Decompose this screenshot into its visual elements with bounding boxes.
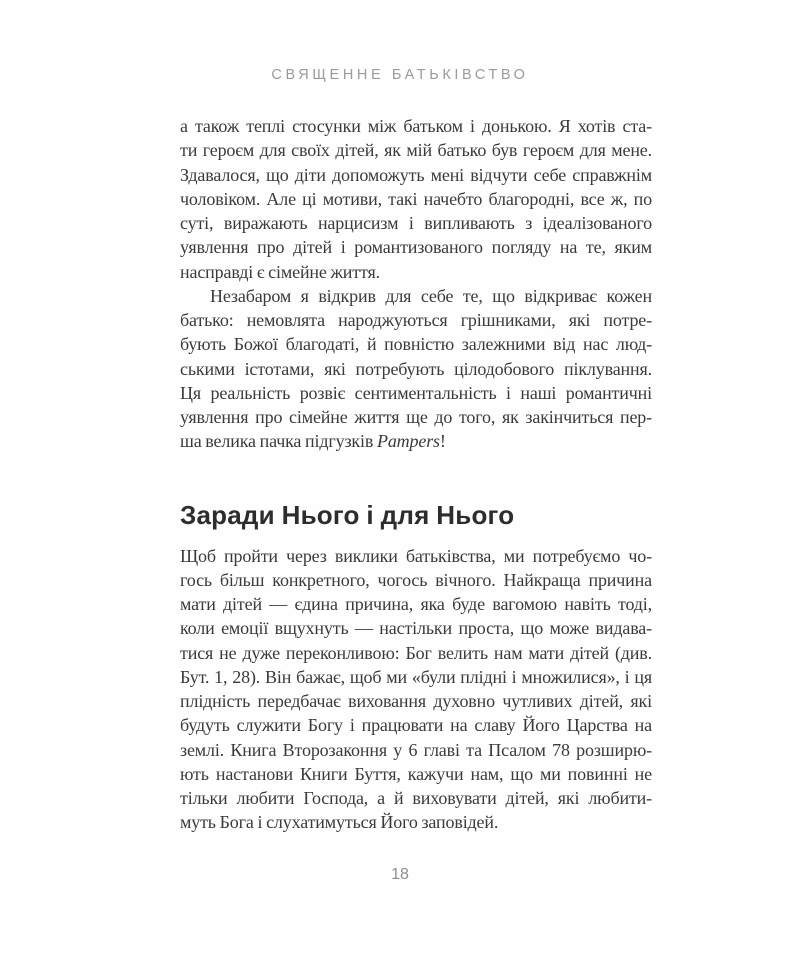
text-line xyxy=(180,568,652,592)
text-line xyxy=(180,332,652,356)
text-segment: муть Бога і слухатимуться Його заповідей. xyxy=(180,812,499,833)
text-segment: Щоб пройти через виклики батьківства, ми потребуємо чо- xyxy=(180,545,652,566)
text-segment: ша велика пачка підгузків xyxy=(180,431,377,452)
text-segment: ти героєм для своїх дітей, як мій батько був героєм для мене. xyxy=(180,140,652,161)
text-segment: мати дітей — єдина причина, яка буде вагомою навіть тоді, xyxy=(180,594,652,614)
text-segment: уявлення про сімейне життя ще до того, як закінчиться пер- xyxy=(180,407,652,427)
text-segment: суті, виражають нарцисизм і випливають з ідеалізованого xyxy=(180,213,652,233)
text-block xyxy=(180,114,652,835)
text-line xyxy=(180,641,652,665)
section-heading: Заради Нього і для Нього xyxy=(180,499,515,530)
text-segment: чоловіком. Але ці мотиви, такі начебто благородні, все ж, по xyxy=(180,188,652,209)
text-line xyxy=(180,405,652,429)
text-segment: батько: немовлята народжуються грішниками, які потре- xyxy=(180,310,652,330)
text-segment: будуть служити Богу і працювати на славу Його Царства на xyxy=(180,715,652,736)
text-segment: бують Божої благодаті, й повністю залежними від нас люд- xyxy=(180,334,652,355)
text-line xyxy=(180,665,652,689)
text-line xyxy=(180,284,652,308)
paragraph xyxy=(180,114,652,284)
text-line xyxy=(180,689,652,713)
text-segment: Незабаром я відкрив для себе те, що відкриває кожен xyxy=(210,285,652,306)
text-segment: уявлення про дітей і романтизованого погляду на те, яким xyxy=(180,237,652,258)
text-line xyxy=(180,357,652,381)
text-line xyxy=(180,211,652,235)
text-segment: гось більш конкретного, чогось вічного. Найкраща причина xyxy=(180,569,652,590)
text-line xyxy=(180,308,652,332)
text-line xyxy=(180,786,652,810)
text-line xyxy=(180,114,652,138)
italic-text: Pampers xyxy=(376,431,440,452)
text-segment: ськими істотами, які потребують цілодобового піклування. xyxy=(180,358,652,379)
text-segment: Здавалося, що діти допоможуть мені відчути себе справжнім xyxy=(180,164,652,185)
text-segment: ! xyxy=(439,431,446,452)
text-line xyxy=(180,235,652,259)
text-segment: тільки любити Господа, а й виховувати дітей, які любити- xyxy=(180,788,652,808)
text-segment: тися не дуже переконливою: Бог велить нам мати дітей (див. xyxy=(180,642,652,663)
text-segment: Ця реальність розвіє сентиментальність і наші романтичні xyxy=(180,382,652,403)
text-segment: Бут. 1, 28). Він бажає, щоб ми «були плідні і множилися», і ця xyxy=(180,666,652,687)
text-segment: ють настанови Книги Буття, кажучи нам, що ми повинні не xyxy=(180,763,652,784)
text-segment: коли емоції вщухнуть — настільки проста, що може видава- xyxy=(180,618,652,639)
text-line xyxy=(180,713,652,737)
text-segment: насправді є сімейне життя. xyxy=(180,261,380,282)
text-line xyxy=(180,187,652,211)
text-line xyxy=(180,592,652,616)
text-line xyxy=(180,260,652,284)
running-head: СВЯЩЕННЕ БАТЬКІВСТВО xyxy=(271,67,529,83)
text-line xyxy=(180,810,652,834)
text-line xyxy=(180,544,652,568)
text-segment: землі. Книга Второзаконня у 6 главі та Псалом 78 розширю- xyxy=(180,739,652,760)
paragraph xyxy=(180,544,652,835)
text-line xyxy=(180,138,652,162)
page-number: 18 xyxy=(391,866,409,883)
text-segment: плідність передбачає виховання духовно чутливих дітей, які xyxy=(180,691,652,711)
text-line xyxy=(180,429,652,453)
text-line xyxy=(180,616,652,640)
text-segment: а також теплі стосунки між батьком і донькою. Я хотів ста- xyxy=(180,116,652,136)
text-line xyxy=(180,381,652,405)
text-line xyxy=(180,738,652,762)
text-line xyxy=(180,762,652,786)
paragraph xyxy=(180,284,652,454)
text-line xyxy=(180,163,652,187)
